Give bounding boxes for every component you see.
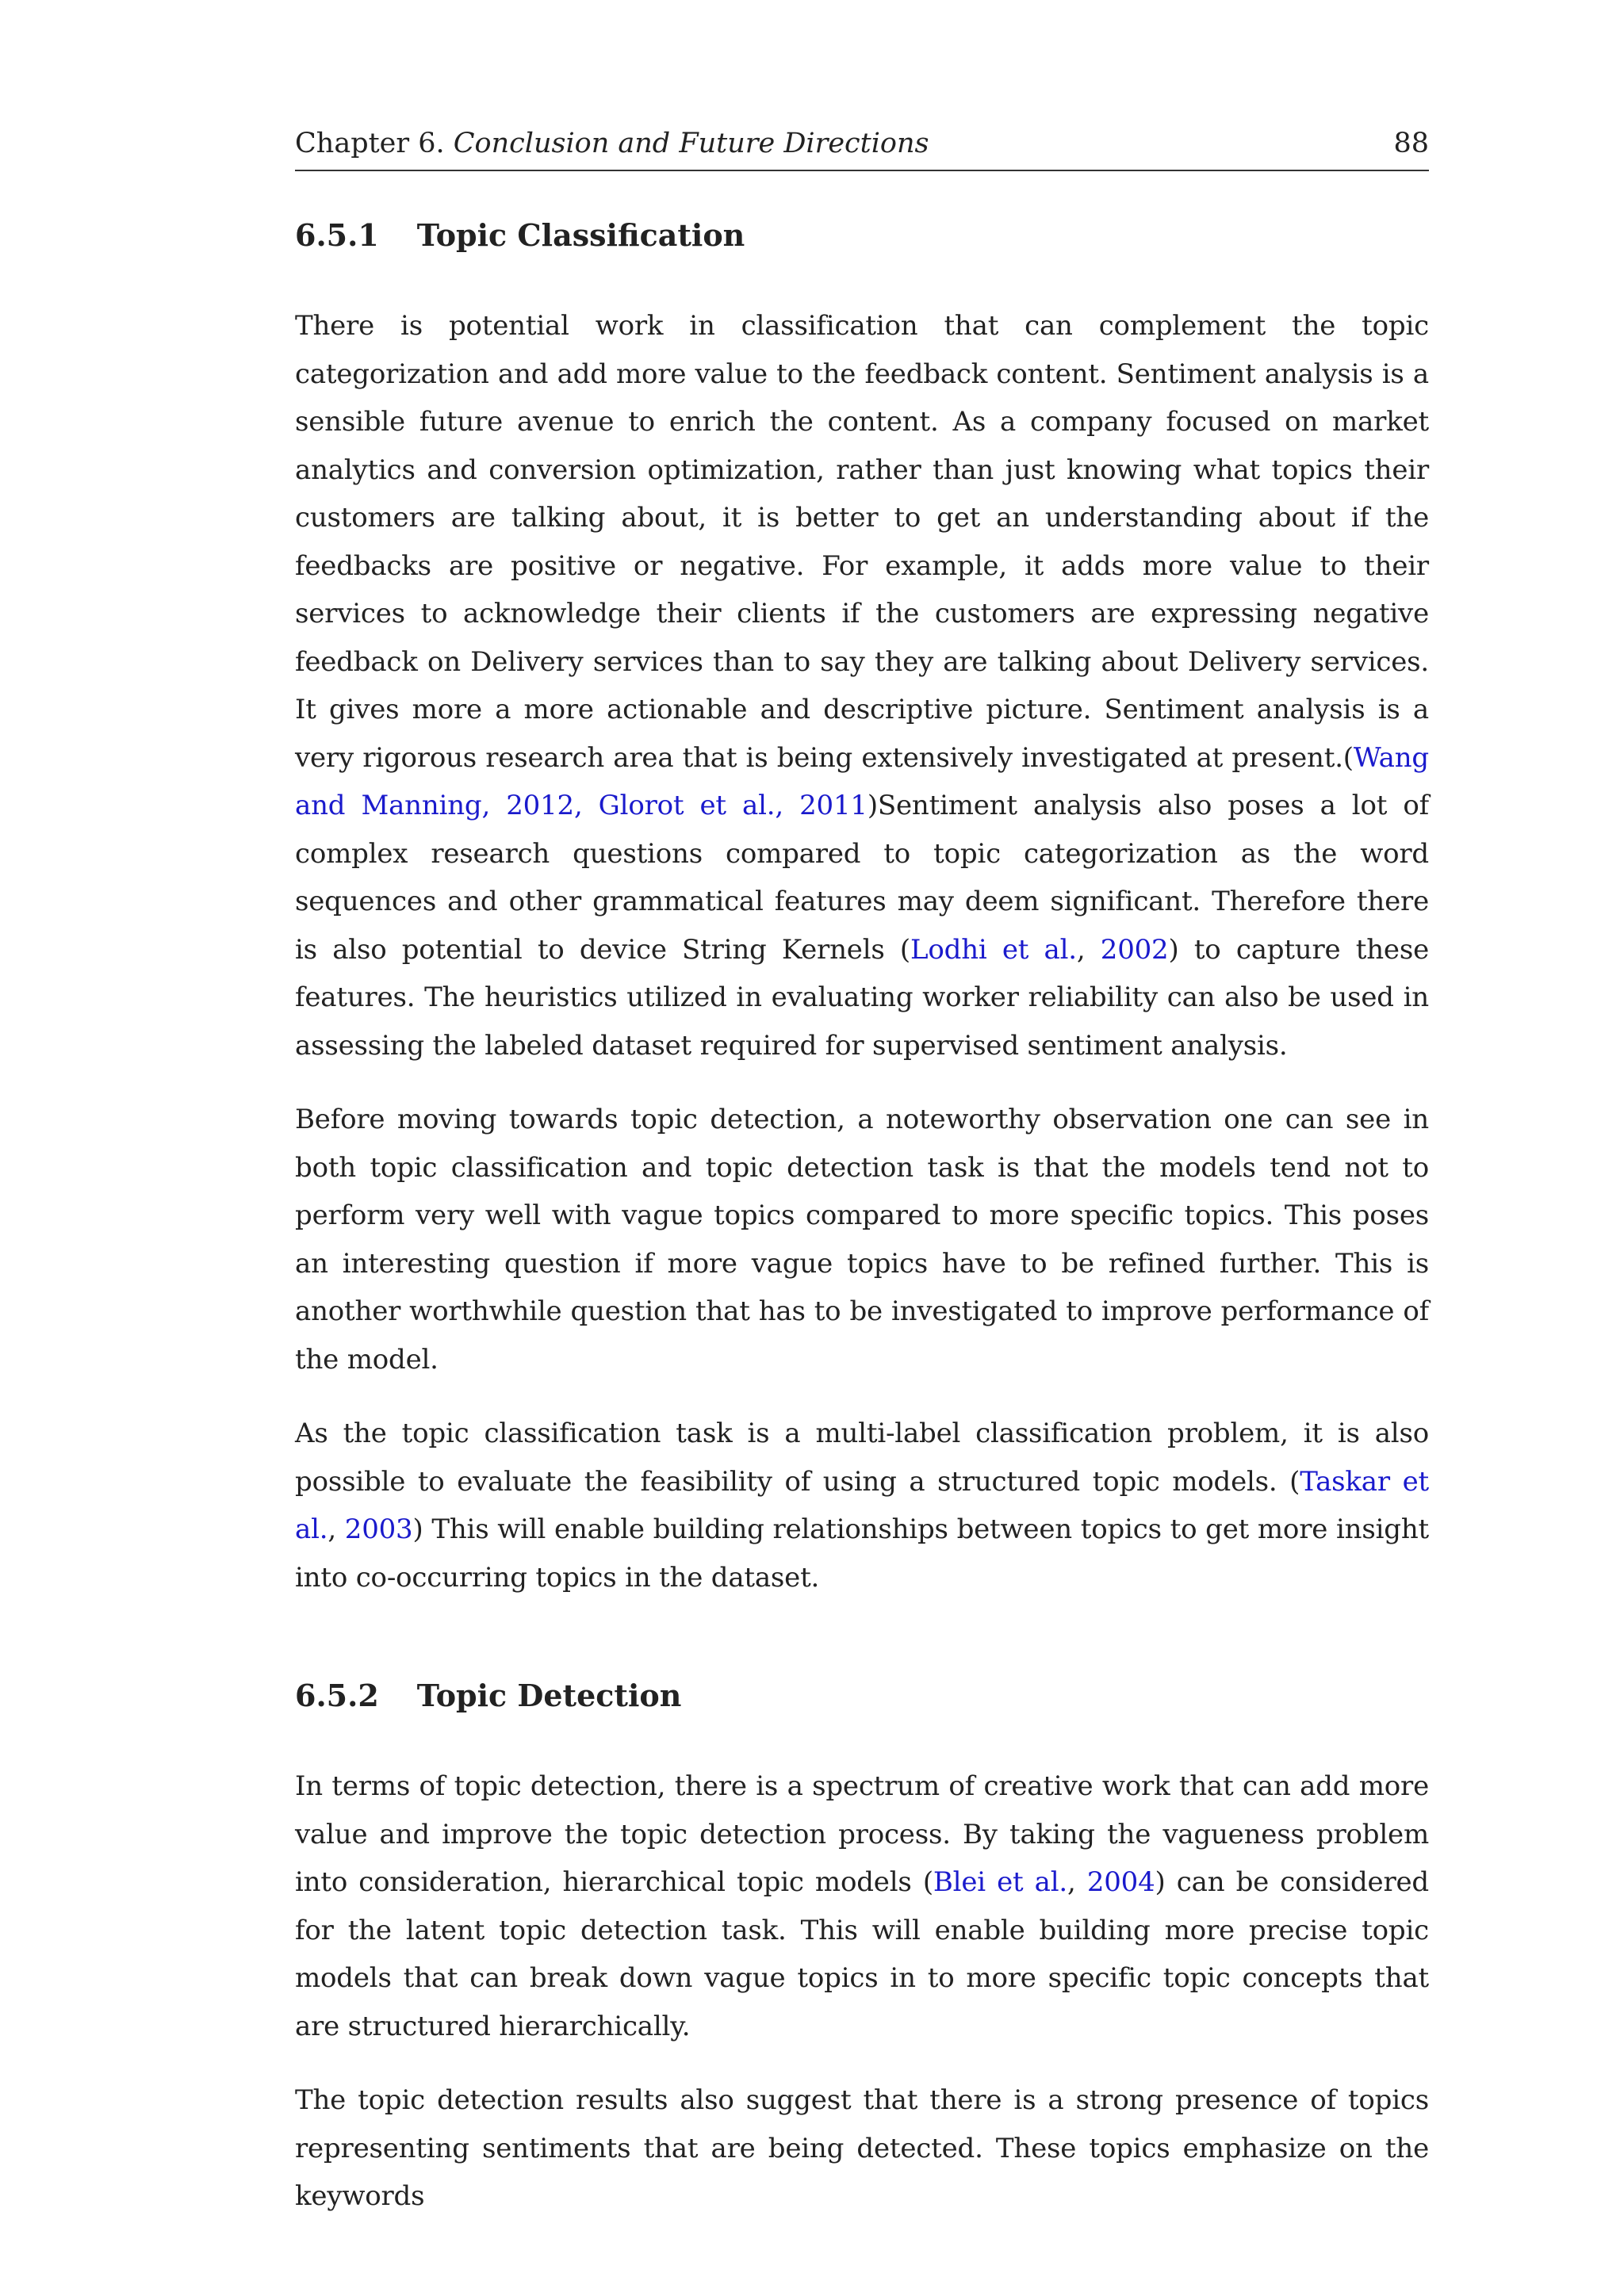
paragraph (295, 1410, 1429, 1601)
text-run: ) This will enable building relationships between topics to get more insight into co-occurring topics in the dataset. (295, 1513, 1429, 1594)
section-number: 6.5.2 (295, 1678, 379, 1713)
paragraph (295, 302, 1429, 1070)
citation-link[interactable]: Wang and Manning, 2012, Glorot et al., 2011 (295, 741, 1429, 821)
text-run: ) can be considered for the latent topic detection task. This will enable building more precise topic models that can break down vague topics in to more specific topic concepts that are structured hierarchically. (295, 1866, 1429, 2042)
citation-link[interactable]: Taskar et al. (295, 1465, 1429, 1545)
text-run: , (1067, 1866, 1087, 1898)
text-run: There is potential work in classification that can complement the topic categorization and add more value to the feedback content. Sentiment analysis is a sensible future avenue to enrich the content. As a company focused on market analytics and conversion optimization, rather than just knowing what topics their customers are talking about, it is better to get an understanding about if the feedbacks are positive or negative. For example, it adds more value to their services to acknowledge their clients if the customers are expressing negative feedback on Delivery services than to say they are talking about Delivery services. It gives more a more actionable and descriptive picture. Sentiment analysis is a very rigorous research area that is being extensively investigated at present.( (295, 310, 1429, 774)
page (295, 127, 1429, 2247)
citation-link[interactable]: 2004 (1086, 1866, 1155, 1898)
citation-link[interactable]: 2003 (344, 1513, 413, 1545)
paragraph: The topic detection results also suggest that there is a strong presence of topics representing sentiments that are being detected. These topics emphasize on the keywords (295, 2084, 1429, 2212)
section-heading-6-5-2 (295, 1678, 1429, 1713)
running-header (295, 127, 1429, 171)
chapter-heading (295, 127, 929, 160)
section-title: Topic Detection (416, 1678, 682, 1713)
citation-link[interactable]: Blei et al. (933, 1866, 1068, 1898)
paragraph (295, 1762, 1429, 2050)
text-run: As the topic classification task is a multi-label classification problem, it is also possible to evaluate the feasibility of using a structured topic models. ( (295, 1418, 1429, 1498)
chapter-label: Chapter 6. (295, 128, 445, 159)
text-run: , (1076, 933, 1101, 966)
citation-link[interactable]: 2002 (1100, 933, 1169, 966)
text-run: , (327, 1513, 345, 1545)
citation-link[interactable]: Lodhi et al. (910, 933, 1077, 966)
section-heading-6-5-1 (295, 217, 1429, 253)
chapter-title: Conclusion and Future Directions (453, 128, 929, 159)
section-number: 6.5.1 (295, 217, 379, 253)
text-run: ) to capture these features. The heuristics utilized in evaluating worker reliability can also be used in assessing the labeled dataset required for supervised sentiment analysis. (295, 933, 1429, 1062)
text-run: )Sentiment analysis also poses a lot of complex research questions compared to topic categorization as the word sequences and other grammatical features may deem significant. Therefore there is also potential to device String Kernels ( (295, 790, 1429, 966)
section-title: Topic Classification (416, 217, 745, 253)
page-number: 88 (1393, 128, 1429, 159)
paragraph: Before moving towards topic detection, a noteworthy observation one can see in both topic classification and topic detection task is that the models tend not to perform very well with vague topics compared to more specific topics. This poses an interesting question if more vague topics have to be refined further. This is another worthwhile question that has to be investigated to improve performance of the model. (295, 1104, 1429, 1376)
text-run: In terms of topic detection, there is a spectrum of creative work that can add more value and improve the topic detection process. By taking the vagueness problem into consideration, hierarchical topic models ( (295, 1770, 1429, 1898)
